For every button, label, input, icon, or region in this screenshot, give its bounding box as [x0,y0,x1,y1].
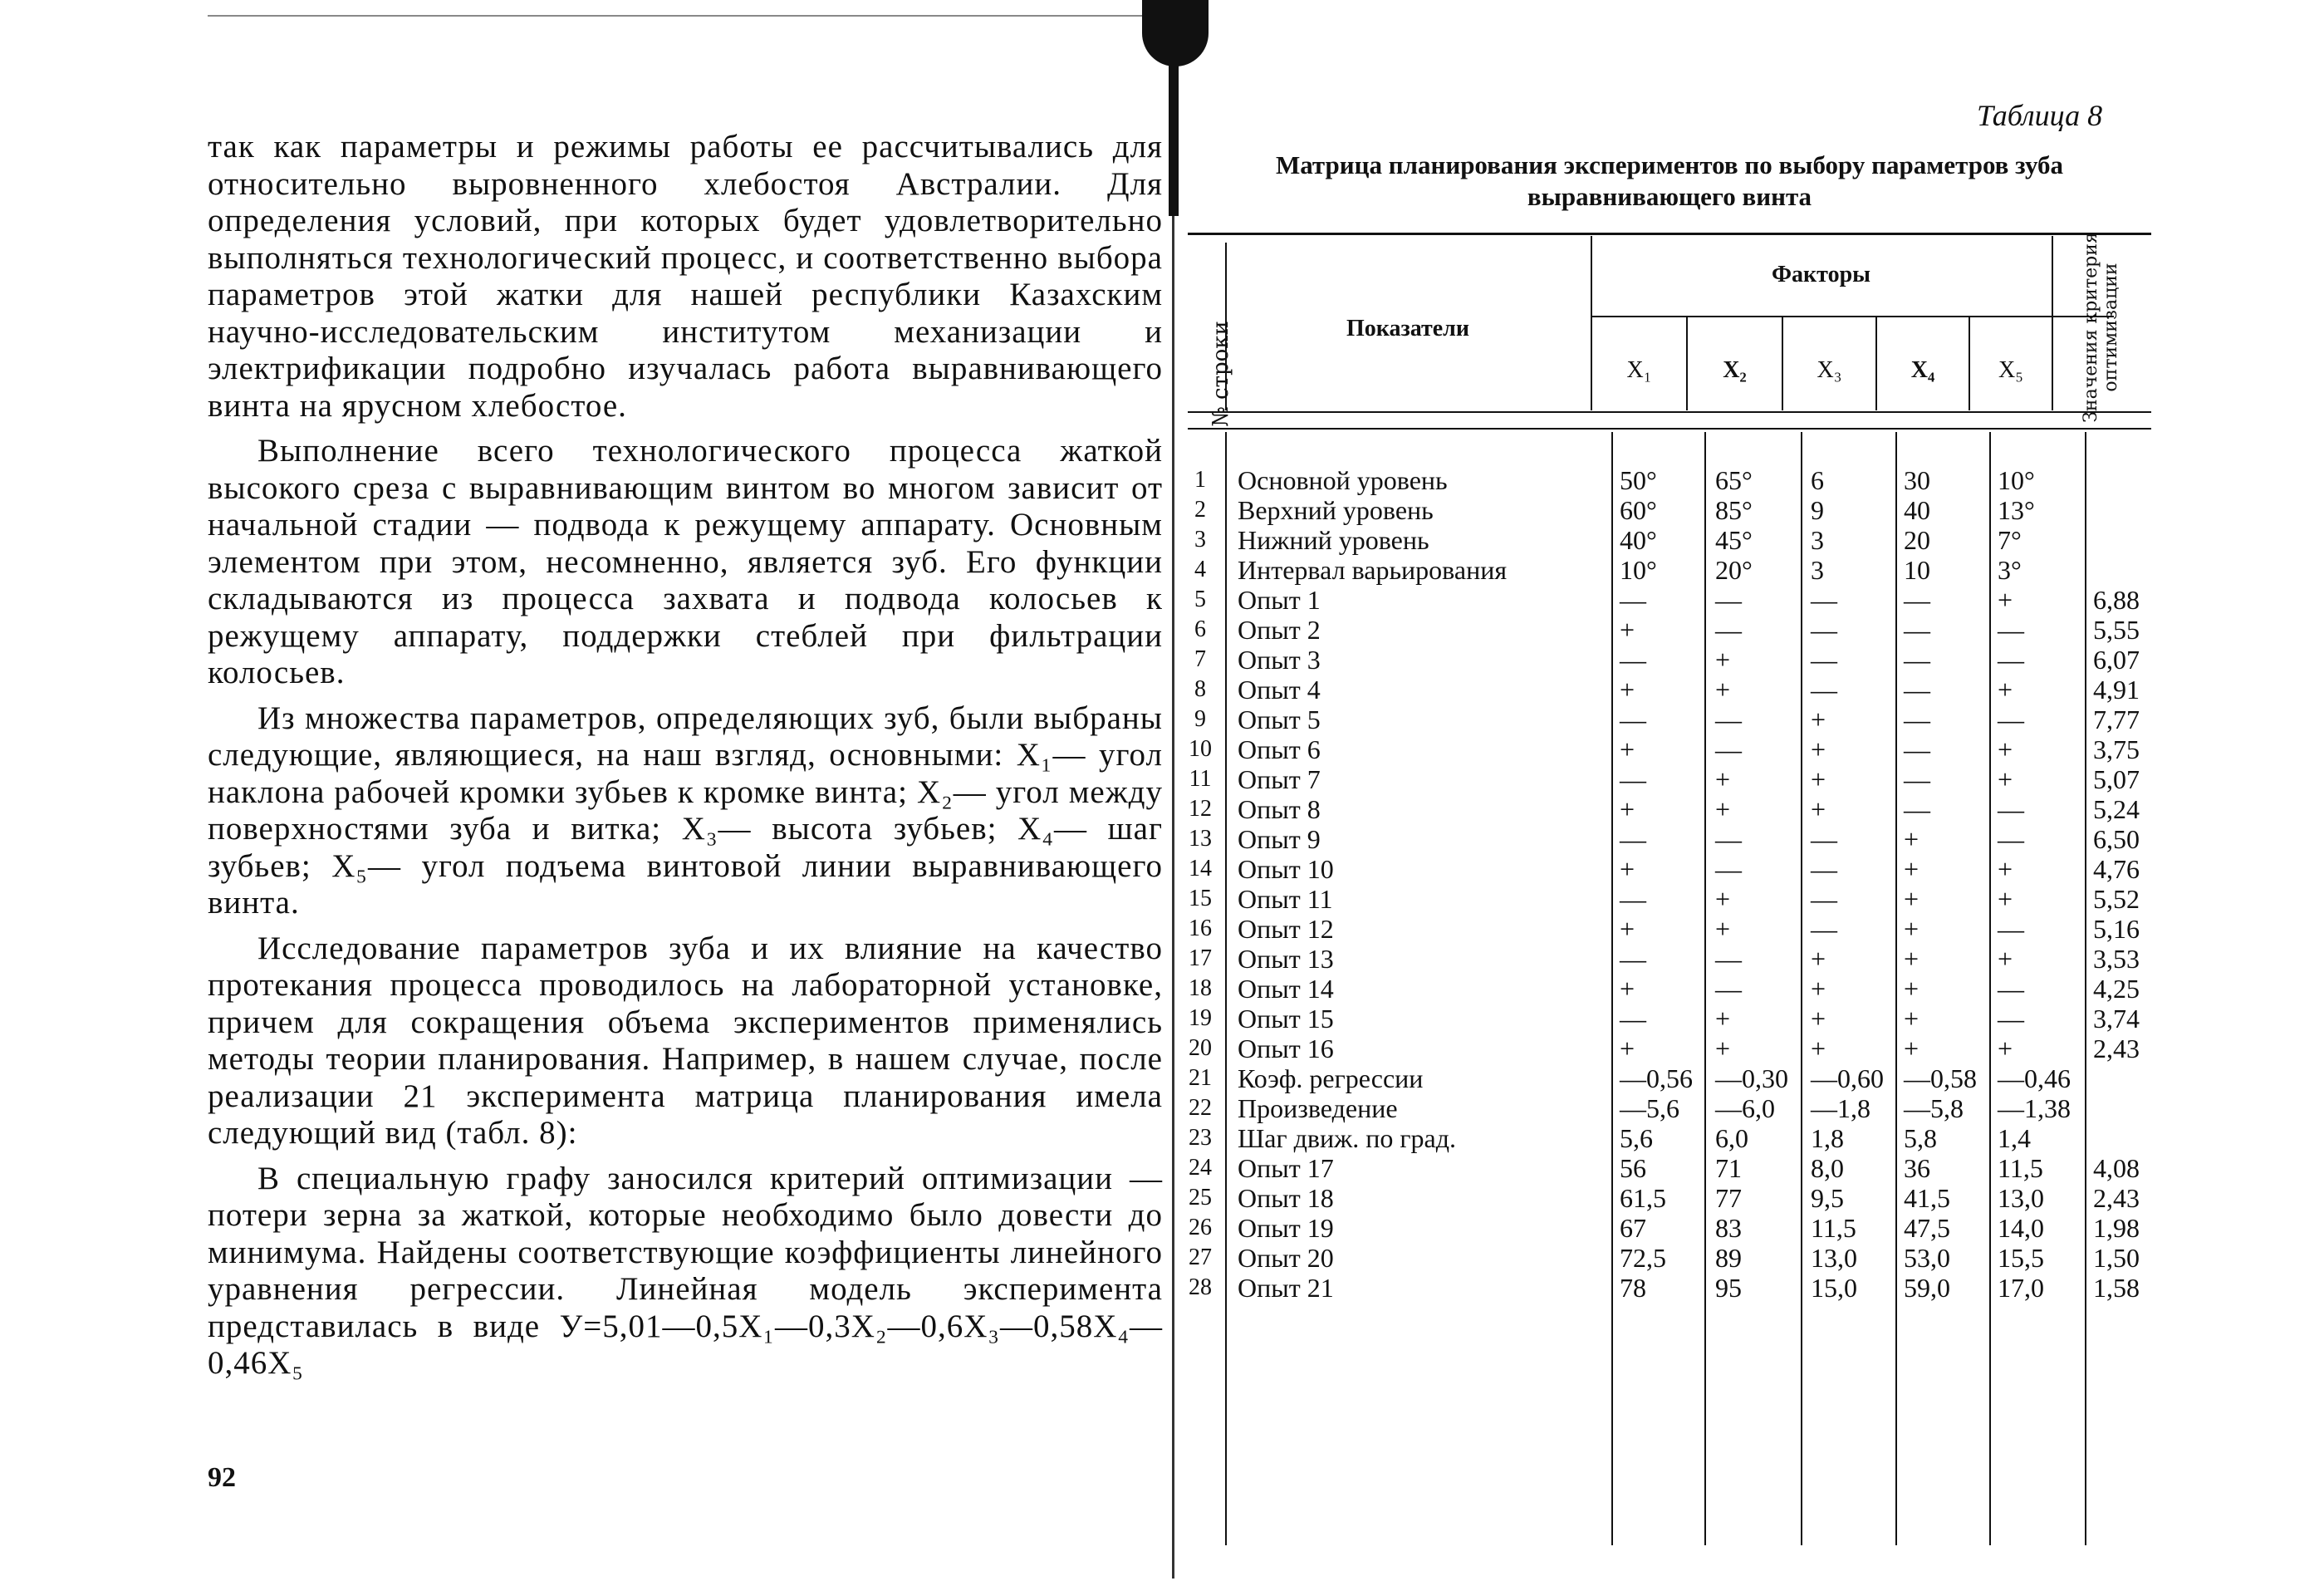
header-criterion: Значения критерия оптимизации [2081,232,2121,423]
cell-x4: + [1904,824,1920,854]
row-number: 8 [1194,676,1206,702]
cell-x3: — [1811,824,1837,854]
header-x1: X₁ [1626,357,1652,383]
cell-x5: + [1998,884,2013,914]
cell-x3: — [1811,884,1837,914]
cell-x5: 7° [1998,525,2022,555]
row-number: 1 [1194,467,1206,493]
cell-x3: 8,0 [1811,1153,1844,1183]
cell-x1: 61,5 [1620,1183,1666,1213]
top-rule [208,15,1146,17]
cell-criterion: 4,08 [2093,1153,2140,1183]
table-row [1188,675,2184,705]
row-number: 4 [1194,557,1206,582]
cell-x5: — [1998,645,2024,675]
row-number: 22 [1189,1095,1212,1121]
cell-x2: 20° [1715,555,1753,585]
cell-x2: + [1715,794,1731,824]
cell-x3: 15,0 [1811,1273,1857,1303]
cell-x5: 13,0 [1998,1183,2044,1213]
cell-criterion: 2,43 [2093,1034,2140,1063]
table-row [1188,555,2184,585]
cell-x5: + [1998,1034,2013,1063]
row-label: Основной уровень [1238,465,1448,495]
cell-x5: —0,46 [1998,1063,2071,1093]
cell-x2: 71 [1715,1153,1742,1183]
table-row [1188,824,2184,854]
cell-x3: + [1811,974,1826,1004]
cell-criterion: 1,98 [2093,1213,2140,1243]
table-row [1188,854,2184,884]
paragraph-3: Из множества параметров, определяющих зуб, были выбраны следующие, являющиеся, на наш взгляд, основными: X₁— угол наклона рабочей кромки зубьев к кромке винта; X₂— угол между поверхностями зуба и витка; X₃— высота зубьев; X₄— шаг зубьев; X₅— угол подъема винтовой линии выравнивающего винта. [208,700,1163,921]
cell-x2: — [1715,854,1742,884]
cell-criterion: 3,74 [2093,1004,2140,1034]
cell-x3: 11,5 [1811,1213,1856,1243]
cell-x1: 67 [1620,1213,1646,1243]
cell-x4: 40 [1904,495,1930,525]
cell-x4: — [1904,675,1930,705]
cell-x1: 5,6 [1620,1123,1653,1153]
cell-x3: + [1811,764,1826,794]
cell-x5: 17,0 [1998,1273,2044,1303]
cell-x3: + [1811,794,1826,824]
cell-x3: — [1811,615,1837,645]
cell-x4: + [1904,854,1920,884]
cell-x2: 65° [1715,465,1753,495]
cell-x4: — [1904,585,1930,615]
cell-criterion: 5,16 [2093,914,2140,944]
cell-x1: — [1620,944,1646,974]
row-label: Опыт 1 [1238,585,1321,615]
cell-x2: 6,0 [1715,1123,1748,1153]
row-label: Опыт 6 [1238,734,1321,764]
cell-x4: — [1904,615,1930,645]
cell-x1: 78 [1620,1273,1646,1303]
row-label: Опыт 4 [1238,675,1321,705]
cell-x1: + [1620,675,1635,705]
cell-x2: — [1715,944,1742,974]
row-number: 5 [1194,587,1206,612]
table-row [1188,734,2184,764]
cell-criterion: 5,55 [2093,615,2140,645]
row-number: 16 [1189,916,1212,941]
cell-x2: + [1715,1034,1731,1063]
cell-x2: + [1715,884,1731,914]
cell-x1: — [1620,884,1646,914]
row-label: Опыт 8 [1238,794,1321,824]
row-number: 18 [1189,975,1212,1001]
table-row [1188,944,2184,974]
cell-x1: — [1620,585,1646,615]
table-row [1188,495,2184,525]
table-row [1188,1243,2184,1273]
cell-x3: 9 [1811,495,1824,525]
cell-x1: + [1620,734,1635,764]
paragraph-5: В специальную графу заносился критерий оптимизации — потери зерна за жаткой, которые необходимо было довести до минимума. Найдены соответствующие коэффициенты линейного уравнения регрессии. Линейная модель эксперимента представилась в виде У=5,01—0,5X₁—0,3X₂—0,6X₃—0,58X₄—0,46X₅ [208,1160,1163,1381]
row-label: Опыт 14 [1238,974,1334,1004]
cell-x3: — [1811,645,1837,675]
table-row [1188,974,2184,1004]
row-number: 19 [1189,1005,1212,1031]
cell-x2: — [1715,824,1742,854]
cell-x1: + [1620,914,1635,944]
cell-x3: + [1811,734,1826,764]
cell-x3: —0,60 [1811,1063,1884,1093]
cell-x4: 59,0 [1904,1273,1950,1303]
paragraph-1: так как параметры и режимы работы ее рассчитывались для относительно выровненного хлебостоя Австралии. Для определения условий, при которых будет удовлетворительно выполняться технологический процесс, и соответственно выбора параметров этой жатки для нашей республики Казахским научно-исследовательским институтом механизации и электрификации подробно изучалась работа выравнивающего винта на ярусном хлебостое. [208,129,1163,424]
cell-x3: 13,0 [1811,1243,1857,1273]
cell-x4: 53,0 [1904,1243,1950,1273]
row-label: Опыт 2 [1238,615,1321,645]
table-caption: Таблица 8 [1977,99,2103,132]
book-spine [1167,0,1182,1581]
row-label: Опыт 20 [1238,1243,1334,1273]
cell-x4: + [1904,944,1920,974]
cell-x3: 6 [1811,465,1824,495]
cell-x5: — [1998,914,2024,944]
cell-x1: — [1620,824,1646,854]
table-row [1188,615,2184,645]
cell-x1: + [1620,974,1635,1004]
cell-x5: + [1998,944,2013,974]
cell-criterion: 5,24 [2093,794,2140,824]
cell-x1: — [1620,1004,1646,1034]
cell-x4: + [1904,1004,1920,1034]
row-number: 20 [1189,1035,1212,1061]
row-number: 12 [1189,796,1212,822]
cell-x5: — [1998,794,2024,824]
cell-x5: — [1998,824,2024,854]
cell-x2: + [1715,675,1731,705]
table-row [1188,1063,2184,1093]
cell-criterion: 1,58 [2093,1273,2140,1303]
row-number: 6 [1194,616,1206,642]
cell-x4: + [1904,914,1920,944]
row-label: Шаг движ. по град. [1238,1123,1456,1153]
cell-x2: 89 [1715,1243,1742,1273]
cell-x3: 3 [1811,555,1824,585]
row-number: 9 [1194,706,1206,732]
cell-x4: —5,8 [1904,1093,1964,1123]
cell-x3: 1,8 [1811,1123,1844,1153]
header-x4: X₄ [1910,357,1935,383]
cell-criterion: 6,50 [2093,824,2140,854]
cell-x1: — [1620,705,1646,734]
cell-criterion: 7,77 [2093,705,2140,734]
cell-x2: 83 [1715,1213,1742,1243]
cell-x4: + [1904,974,1920,1004]
cell-x4: 47,5 [1904,1213,1950,1243]
row-number: 23 [1189,1125,1212,1151]
row-number: 7 [1194,646,1206,672]
table-row [1188,1213,2184,1243]
cell-x4: — [1904,645,1930,675]
cell-x5: — [1998,1004,2024,1034]
row-label: Опыт 9 [1238,824,1321,854]
cell-x1: 60° [1620,495,1657,525]
table-row [1188,1004,2184,1034]
header-indicators: Показатели [1346,316,1470,341]
table-row [1188,585,2184,615]
row-label: Верхний уровень [1238,495,1434,525]
row-label: Опыт 5 [1238,705,1321,734]
row-number: 27 [1189,1245,1212,1270]
header-row-number: № строки [1209,321,1233,427]
table-row [1188,764,2184,794]
cell-x4: 10 [1904,555,1930,585]
table-row [1188,645,2184,675]
row-number: 3 [1194,527,1206,552]
cell-x1: —0,56 [1620,1063,1693,1093]
table-row [1188,1273,2184,1303]
cell-x4: — [1904,794,1930,824]
cell-x5: — [1998,974,2024,1004]
cell-x2: 95 [1715,1273,1742,1303]
cell-x2: —0,30 [1715,1063,1788,1093]
cell-x5: + [1998,854,2013,884]
cell-x1: 40° [1620,525,1657,555]
header-x2: X₂ [1723,357,1747,383]
row-number: 11 [1189,766,1212,792]
cell-x4: 5,8 [1904,1123,1937,1153]
cell-x4: + [1904,884,1920,914]
cell-x2: —6,0 [1715,1093,1775,1123]
cell-x3: + [1811,1004,1826,1034]
row-number: 24 [1189,1155,1212,1181]
cell-x5: + [1998,734,2013,764]
cell-x1: 50° [1620,465,1657,495]
paragraph-2: Выполнение всего технологического процесса жаткой высокого среза с выравнивающим винтом во многом зависит от начальной стадии — подвода к режущему аппарату. Основным элементом при этом, несомненно, является зуб. Его функции складываются из процесса захвата и подвода колосьев к режущему аппарату, поддержки стеблей при фильтрации колосьев. [208,433,1163,690]
cell-criterion: 5,52 [2093,884,2140,914]
row-label: Опыт 21 [1238,1273,1334,1303]
cell-x1: 10° [1620,555,1657,585]
row-label: Опыт 7 [1238,764,1321,794]
cell-criterion: 5,07 [2093,764,2140,794]
cell-x4: 41,5 [1904,1183,1950,1213]
cell-criterion: 6,88 [2093,585,2140,615]
cell-x2: + [1715,914,1731,944]
cell-x3: — [1811,914,1837,944]
left-page-text [208,129,1163,1382]
row-number: 2 [1194,497,1206,523]
table-row [1188,525,2184,555]
cell-x2: — [1715,974,1742,1004]
cell-x3: —1,8 [1811,1093,1870,1123]
cell-x3: — [1811,585,1837,615]
table-row [1188,914,2184,944]
row-label: Коэф. регрессии [1238,1063,1424,1093]
cell-x5: 15,5 [1998,1243,2044,1273]
cell-x2: + [1715,764,1731,794]
cell-x5: 10° [1998,465,2035,495]
row-label: Опыт 11 [1238,884,1333,914]
cell-x4: + [1904,1034,1920,1063]
cell-x1: + [1620,615,1635,645]
row-label: Опыт 16 [1238,1034,1334,1063]
paragraph-4: Исследование параметров зуба и их влияние на качество протекания процесса проводилось на лабораторной установке, причем для сокращения объема экспериментов применялись методы теории планирования. Например, в нашем случае, после реализации 21 эксперимента матрица планирования имела следующий вид (табл. 8): [208,930,1163,1151]
cell-x5: —1,38 [1998,1093,2071,1123]
cell-x2: — [1715,615,1742,645]
row-label: Опыт 3 [1238,645,1321,675]
table-row [1188,1034,2184,1063]
table-row [1188,884,2184,914]
header-x3: X₃ [1817,357,1842,383]
cell-criterion: 4,76 [2093,854,2140,884]
table-title: Матрица планирования экспериментов по выбору параметров зуба выравнивающего винта [1275,150,2064,211]
row-label: Произведение [1238,1093,1398,1123]
row-number: 26 [1189,1215,1212,1240]
table-row [1188,1153,2184,1183]
cell-x2: + [1715,645,1731,675]
row-label: Нижний уровень [1238,525,1429,555]
cell-x4: — [1904,734,1930,764]
cell-x4: 20 [1904,525,1930,555]
row-number: 14 [1189,856,1212,881]
cell-criterion: 3,75 [2093,734,2140,764]
row-label: Опыт 10 [1238,854,1334,884]
cell-x2: — [1715,705,1742,734]
cell-x1: — [1620,764,1646,794]
row-number: 15 [1189,886,1212,911]
header-x5: X₅ [1998,357,2023,383]
cell-x5: 11,5 [1998,1153,2043,1183]
row-label: Опыт 17 [1238,1153,1334,1183]
table-row [1188,705,2184,734]
cell-x3: 9,5 [1811,1183,1844,1213]
row-number: 25 [1189,1185,1212,1210]
table-row [1188,1093,2184,1123]
table-row [1188,1183,2184,1213]
cell-x1: — [1620,645,1646,675]
cell-x2: 45° [1715,525,1753,555]
cell-criterion: 2,43 [2093,1183,2140,1213]
cell-x4: —0,58 [1904,1063,1977,1093]
table-row [1188,1123,2184,1153]
cell-x1: 56 [1620,1153,1646,1183]
row-label: Интервал варьирования [1238,555,1508,585]
cell-x5: — [1998,705,2024,734]
cell-x4: — [1904,764,1930,794]
cell-x1: + [1620,794,1635,824]
cell-x3: — [1811,854,1837,884]
cell-x5: + [1998,675,2013,705]
cell-x1: + [1620,854,1635,884]
cell-x3: + [1811,944,1826,974]
cell-x5: — [1998,615,2024,645]
cell-x3: + [1811,705,1826,734]
cell-criterion: 4,91 [2093,675,2140,705]
row-label: Опыт 15 [1238,1004,1334,1034]
row-label: Опыт 13 [1238,944,1334,974]
cell-criterion: 1,50 [2093,1243,2140,1273]
row-label: Опыт 12 [1238,914,1334,944]
table-row [1188,465,2184,495]
cell-x5: 3° [1998,555,2022,585]
cell-x2: — [1715,734,1742,764]
cell-x4: 30 [1904,465,1930,495]
table-row [1188,794,2184,824]
row-label: Опыт 19 [1238,1213,1334,1243]
cell-x5: + [1998,585,2013,615]
cell-x3: 3 [1811,525,1824,555]
row-number: 10 [1189,736,1212,762]
cell-criterion: 4,25 [2093,974,2140,1004]
cell-x1: 72,5 [1620,1243,1666,1273]
cell-x4: 36 [1904,1153,1930,1183]
row-number: 17 [1189,945,1212,971]
row-number: 21 [1189,1065,1212,1091]
cell-x1: + [1620,1034,1635,1063]
header-factors: Факторы [1772,262,1870,287]
cell-x5: 1,4 [1998,1123,2031,1153]
row-number: 28 [1189,1274,1212,1300]
cell-criterion: 6,07 [2093,645,2140,675]
row-number: 13 [1189,826,1212,852]
cell-x5: 14,0 [1998,1213,2044,1243]
cell-x5: + [1998,764,2013,794]
cell-x2: 77 [1715,1183,1742,1213]
page-number: 92 [208,1462,236,1493]
cell-x2: + [1715,1004,1731,1034]
cell-x1: —5,6 [1620,1093,1679,1123]
cell-criterion: 3,53 [2093,944,2140,974]
cell-x2: — [1715,585,1742,615]
cell-x3: — [1811,675,1837,705]
cell-x4: — [1904,705,1930,734]
row-label: Опыт 18 [1238,1183,1334,1213]
cell-x5: 13° [1998,495,2035,525]
cell-x3: + [1811,1034,1826,1063]
cell-x2: 85° [1715,495,1753,525]
